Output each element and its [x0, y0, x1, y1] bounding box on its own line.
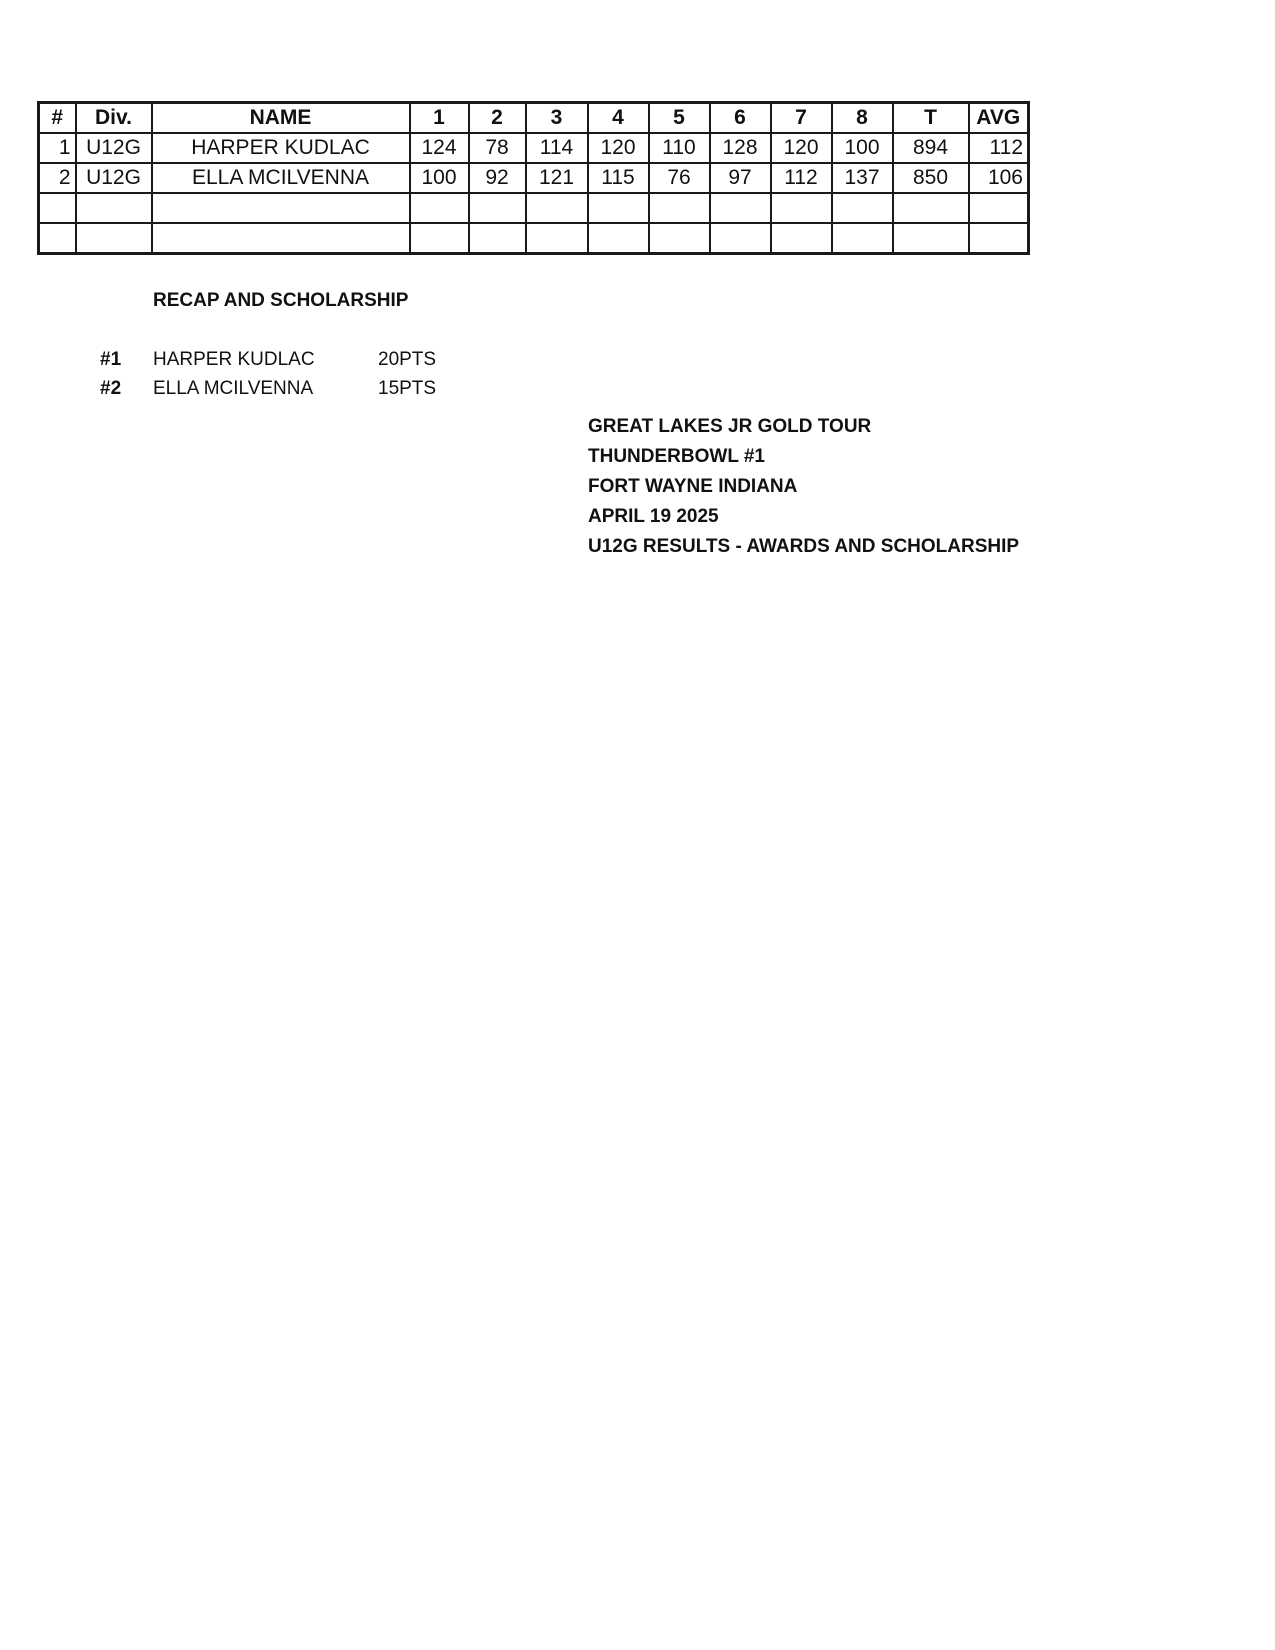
cell-game-4: 120 — [588, 133, 649, 163]
cell-game-1: 100 — [410, 163, 469, 193]
cell-empty — [588, 193, 649, 223]
cell-game-2: 78 — [469, 133, 526, 163]
header-game-4: 4 — [588, 103, 649, 134]
cell-game-6: 97 — [710, 163, 771, 193]
event-results-title: U12G RESULTS - AWARDS AND SCHOLARSHIP — [588, 536, 1020, 557]
cell-empty — [969, 193, 1029, 223]
header-name: NAME — [152, 103, 410, 134]
cell-average: 112 — [969, 133, 1029, 163]
header-game-5: 5 — [649, 103, 710, 134]
table-row-empty — [39, 223, 1029, 254]
cell-average: 106 — [969, 163, 1029, 193]
recap-item — [0, 378, 600, 404]
cell-empty — [469, 193, 526, 223]
cell-game-7: 120 — [771, 133, 832, 163]
results-table — [37, 101, 1030, 255]
recap-points: 20PTS — [378, 349, 437, 370]
cell-total: 894 — [893, 133, 969, 163]
cell-game-4: 115 — [588, 163, 649, 193]
cell-empty — [969, 223, 1029, 254]
table-header-row — [39, 103, 1029, 134]
cell-game-8: 100 — [832, 133, 893, 163]
recap-name: ELLA MCILVENNA — [153, 378, 314, 399]
recap-title: RECAP AND SCHOLARSHIP — [153, 290, 409, 311]
cell-empty — [893, 193, 969, 223]
event-location: FORT WAYNE INDIANA — [588, 476, 798, 497]
cell-empty — [710, 223, 771, 254]
cell-empty — [771, 193, 832, 223]
header-average: AVG — [969, 103, 1029, 134]
header-game-6: 6 — [710, 103, 771, 134]
header-rank: # — [39, 103, 76, 134]
cell-empty — [469, 223, 526, 254]
cell-empty — [649, 193, 710, 223]
cell-empty — [771, 223, 832, 254]
header-game-8: 8 — [832, 103, 893, 134]
cell-empty — [526, 223, 588, 254]
table-row-empty — [39, 193, 1029, 223]
cell-empty — [588, 223, 649, 254]
recap-item — [0, 349, 600, 375]
header-game-3: 3 — [526, 103, 588, 134]
cell-empty — [649, 223, 710, 254]
cell-empty — [39, 193, 76, 223]
cell-game-2: 92 — [469, 163, 526, 193]
header-division: Div. — [76, 103, 152, 134]
event-date: APRIL 19 2025 — [588, 506, 719, 527]
event-tour-name: GREAT LAKES JR GOLD TOUR — [588, 416, 872, 437]
cell-game-3: 121 — [526, 163, 588, 193]
cell-game-8: 137 — [832, 163, 893, 193]
recap-rank: #1 — [100, 349, 122, 370]
cell-division: U12G — [76, 133, 152, 163]
header-game-2: 2 — [469, 103, 526, 134]
cell-game-5: 76 — [649, 163, 710, 193]
table-row — [39, 133, 1029, 163]
cell-name: HARPER KUDLAC — [152, 133, 410, 163]
cell-division: U12G — [76, 163, 152, 193]
table-row — [39, 163, 1029, 193]
event-venue: THUNDERBOWL #1 — [588, 446, 765, 467]
cell-game-3: 114 — [526, 133, 588, 163]
cell-empty — [76, 223, 152, 254]
header-total: T — [893, 103, 969, 134]
cell-empty — [152, 223, 410, 254]
event-info — [588, 412, 1019, 562]
cell-game-6: 128 — [710, 133, 771, 163]
cell-empty — [893, 223, 969, 254]
cell-empty — [410, 193, 469, 223]
cell-empty — [832, 223, 893, 254]
cell-empty — [832, 193, 893, 223]
cell-game-5: 110 — [649, 133, 710, 163]
cell-empty — [39, 223, 76, 254]
cell-game-7: 112 — [771, 163, 832, 193]
cell-empty — [76, 193, 152, 223]
header-game-1: 1 — [410, 103, 469, 134]
header-game-7: 7 — [771, 103, 832, 134]
recap-name: HARPER KUDLAC — [153, 349, 315, 370]
cell-empty — [526, 193, 588, 223]
cell-empty — [710, 193, 771, 223]
cell-game-1: 124 — [410, 133, 469, 163]
cell-name: ELLA MCILVENNA — [152, 163, 410, 193]
cell-empty — [410, 223, 469, 254]
recap-points: 15PTS — [378, 378, 437, 399]
recap-rank: #2 — [100, 378, 122, 399]
cell-empty — [152, 193, 410, 223]
cell-total: 850 — [893, 163, 969, 193]
cell-rank: 2 — [39, 163, 76, 193]
cell-rank: 1 — [39, 133, 76, 163]
